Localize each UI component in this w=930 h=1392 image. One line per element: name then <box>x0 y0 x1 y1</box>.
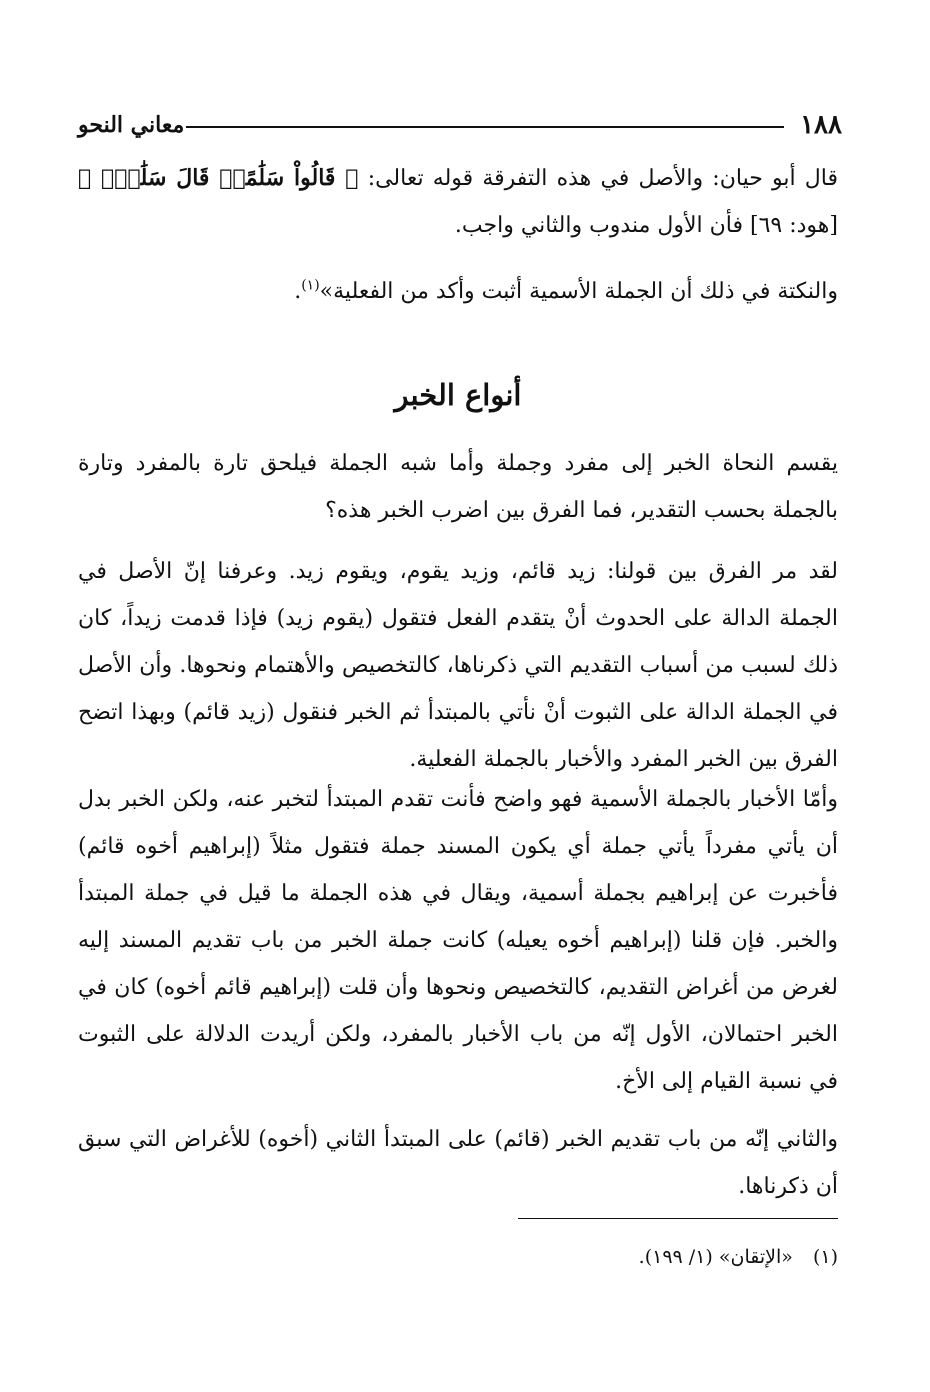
footnote-rule <box>518 1218 838 1219</box>
paragraph-2: لقد مر الفرق بين قولنا: زيد قائم، وزيد يقوم، ويقوم زيد. وعرفنا إنّ الأصل في الجملة الدالة على الحدوث أنْ يتقدم الفعل فتقول (يقوم زيد) فإذا قدمت زيداً، كان ذلك لسبب من أسباب التقديم التي ذكرناها، كالتخصيص والأهتمام ونحوها. وأن الأصل في الجملة الدالة على الثبوت أنْ نأتي بالمبتدأ ثم الخبر فنقول (زيد قائم) وبهذا اتضح الفرق بين الخبر المفرد والأخبار بالجملة الفعلية. <box>78 559 838 772</box>
intro-quote-paragraph <box>78 155 838 249</box>
header-rule <box>186 126 784 128</box>
quote-reference: [هود: ٦٩] فأن الأول مندوب والثاني واجب. <box>454 213 838 238</box>
footnote-reference-marker: (١) <box>301 277 320 294</box>
section-title: أنواع الخبر <box>394 378 522 412</box>
footnote <box>78 1240 838 1274</box>
note-text: والنكتة في ذلك أن الجملة الأسمية أثبت وأكد من الفعلية» <box>319 279 838 304</box>
page-number: ١٨٨ <box>800 110 842 140</box>
running-header <box>78 110 842 144</box>
paragraph-1: يقسم النحاة الخبر إلى مفرد وجملة وأما شبه الجملة فيلحق تارة بالمفرد وتارة بالجملة بحسب التقدير، فما الفرق بين اضرب الخبر هذه؟ <box>78 451 838 523</box>
note-end: . <box>294 279 302 304</box>
paragraph-4: والثاني إنّه من باب تقديم الخبر (قائم) على المبتدأ الثاني (أخوه) للأغراض التي سبق أن ذكرناها. <box>78 1127 838 1199</box>
footnote-number: (١) <box>812 1246 838 1268</box>
paragraph-3: وأمّا الأخبار بالجملة الأسمية فهو واضح فأنت تقدم المبتدأ لتخبر عنه، ولكن الخبر بدل أن يأتي مفرداً يأتي جملة أي يكون المسند جملة فتقول مثلاً (إبراهيم أخوه قائم) فأخبرت عن إبراهيم بجملة أسمية، ويقال في هذه الجملة ما قيل في جملة المبتدأ والخبر. فإن قلنا (إبراهيم أخوه يعيله) كانت جملة الخبر من باب تقديم المسند إليه لغرض من أغراض التقديم، كالتخصيص ونحوها وأن قلت (إبراهيم قائم أخوه) كان في الخبر احتمالان، الأول إنّه من باب الأخبار بالمفرد، ولكن أريدت الدلالة على الثبوت في نسبة القيام إلى الأخ. <box>78 787 839 1094</box>
quran-verse: ﴿ قَالُواْ سَلَٰمًاۖ قَالَ سَلَٰمٌۖ ﴾ <box>78 165 359 191</box>
footnote-text: «الإتقان» (١/ ١٩٩). <box>638 1246 793 1268</box>
quote-lead: قال أبو حيان: والأصل في هذه التفرقة قوله تعالى: <box>367 166 839 191</box>
intro-note-paragraph <box>78 268 838 315</box>
book-title: معاني النحو <box>78 112 185 138</box>
